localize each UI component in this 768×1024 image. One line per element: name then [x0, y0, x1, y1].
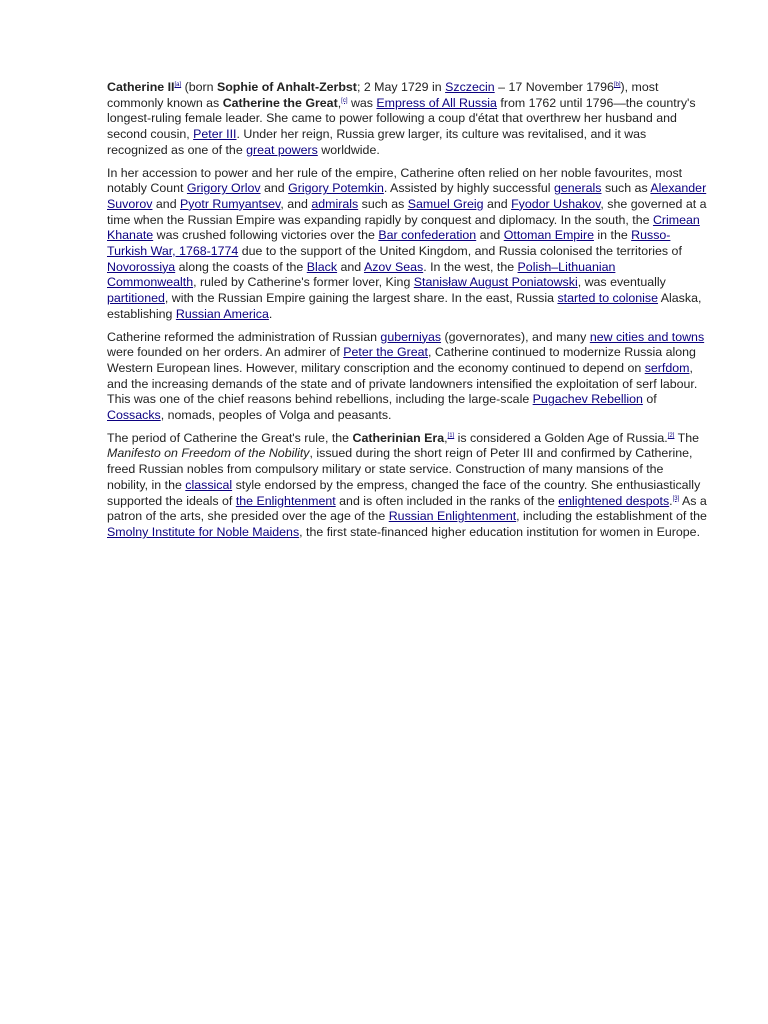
link-fyodor-ushakov[interactable]: Fyodor Ushakov: [511, 196, 601, 211]
text-run: , ruled by Catherine's former lover, King: [193, 275, 414, 290]
text-run: and: [152, 196, 181, 211]
text-run: , Catherine continued to modernize Russia along Western European lines. However, military conscription and the economy continued to depend on: [107, 345, 696, 375]
text-run: was: [347, 95, 377, 110]
link-cossacks[interactable]: Cossacks: [107, 408, 161, 423]
text-run: (governorates), and many: [441, 329, 590, 344]
text-run: , nomads, peoples of Volga and peasants.: [160, 408, 392, 423]
text-run: style endorsed by the empress, changed the face of the country. She enthusiastically supported the ideals of: [107, 477, 701, 508]
paragraph-4: [107, 431, 707, 541]
link-polish-lithuanian-commonwealth[interactable]: Polish–Lithuanian Commonwealth: [107, 259, 616, 290]
text-run: , was eventually: [577, 275, 666, 290]
text-run: , and: [280, 196, 312, 211]
link-bar-confederation[interactable]: Bar confederation: [378, 228, 477, 243]
text-run: Alaska, establishing: [107, 291, 702, 321]
link-the-enlightenment[interactable]: the Enlightenment: [235, 493, 336, 508]
text-run: .: [669, 493, 673, 508]
text-run: , and the increasing demands of the state and of private landowners intensified the exploitation of serf labour. This was one of the chief reasons behind rebellions, including the large-scale: [107, 360, 698, 407]
text-run: due to the support of the United Kingdom, and Russia colonised the territories of: [238, 244, 682, 259]
footnote-ref[interactable]: [614, 82, 621, 88]
text-run: was crushed following victories over the: [153, 228, 379, 243]
footnote-link[interactable]: [c]: [341, 97, 348, 104]
link-crimean-khanate[interactable]: Crimean Khanate: [107, 212, 700, 243]
text-run: , issued during the short reign of Peter III and confirmed by Catherine, freed Russian nobles from compulsory military or state service. Construction of many mansions of the nobility, in the: [107, 446, 693, 492]
footnote-link[interactable]: [3]: [672, 495, 680, 502]
text-run: The period of Catherine the Great's rule, the: [107, 430, 353, 445]
link-grigory-potemkin[interactable]: Grigory Potemkin: [288, 181, 384, 196]
text-run: ; 2 May 1729 in: [356, 80, 446, 94]
text-run: As a patron of the arts, she presided over the age of the: [107, 493, 707, 524]
text-run: (born: [181, 80, 217, 94]
footnote-link[interactable]: [b]: [613, 82, 621, 88]
link-new-cities-and-towns[interactable]: new cities and towns: [589, 329, 705, 344]
footnote-link[interactable]: [1]: [447, 432, 455, 439]
text-run: of: [642, 392, 657, 407]
link-alexander-suvorov[interactable]: Alexander Suvorov: [107, 181, 707, 211]
text-run: and: [337, 259, 364, 274]
bold-term: Catherinian Era: [352, 430, 445, 445]
link-russian-america[interactable]: Russian America: [175, 306, 269, 321]
link-russian-enlightenment[interactable]: Russian Enlightenment: [388, 509, 517, 524]
text-run: – 17 November 1796: [494, 80, 614, 94]
text-run: in the: [593, 228, 632, 243]
link-stanis-aw-august-poniatowski[interactable]: Stanisław August Poniatowski: [413, 275, 578, 290]
link-great-powers[interactable]: great powers: [246, 142, 318, 157]
text-run: , the first state-financed higher education institution for women in Europe.: [299, 524, 701, 539]
text-run: and: [483, 196, 512, 211]
text-run: ,: [444, 430, 448, 445]
link-russo-turkish-war-1768-1774[interactable]: Russo-Turkish War, 1768-1774: [107, 228, 671, 259]
link-samuel-greig[interactable]: Samuel Greig: [407, 196, 484, 211]
link-grigory-orlov[interactable]: Grigory Orlov: [186, 181, 261, 196]
link-serfdom[interactable]: serfdom: [644, 360, 690, 375]
link-enlightened-despots[interactable]: enlightened despots: [558, 493, 670, 508]
link-smolny-institute-for-noble-maidens[interactable]: Smolny Institute for Noble Maidens: [107, 524, 300, 539]
text-run: In her accession to power and her rule of the empire, Catherine often relied on her noble favourites, most notably Count: [107, 165, 683, 196]
paragraph-1: [107, 80, 707, 159]
link-novorossiya[interactable]: Novorossiya: [107, 259, 176, 274]
text-run: . Under her reign, Russia grew larger, its culture was revitalised, and it was recognized as one of the: [107, 127, 647, 157]
link-generals[interactable]: generals: [553, 181, 602, 196]
link-started-to-colonise[interactable]: started to colonise: [557, 291, 659, 306]
text-run: from 1762 until 1796—the country's longest-ruling female leader. She came to power following a coup d'état that overthrew her husband and second cousin,: [107, 95, 696, 142]
link-guberniyas[interactable]: guberniyas: [380, 329, 442, 344]
bold-term: Catherine the Great: [222, 95, 338, 110]
link-ottoman-empire[interactable]: Ottoman Empire: [503, 228, 594, 243]
text-run: is considered a Golden Age of Russia.: [454, 430, 668, 445]
text-run: . Assisted by highly successful: [383, 181, 554, 196]
footnote-link[interactable]: [2]: [667, 432, 675, 439]
text-run: The: [674, 430, 699, 445]
link-pugachev-rebellion[interactable]: Pugachev Rebellion: [532, 392, 643, 407]
link-szczecin[interactable]: Szczecin: [445, 80, 495, 94]
text-run: , including the establishment of the: [516, 509, 707, 524]
article-body: [107, 80, 707, 548]
text-run: Catherine reformed the administration of Russian: [107, 329, 381, 344]
link-peter-iii[interactable]: Peter III: [193, 127, 237, 142]
text-run: and: [260, 181, 289, 196]
link-admirals[interactable]: admirals: [311, 196, 359, 211]
link-black[interactable]: Black: [306, 259, 338, 274]
link-azov-seas[interactable]: Azov Seas: [363, 259, 424, 274]
text-run: and is often included in the ranks of the: [335, 493, 559, 508]
text-run: and: [476, 228, 504, 243]
link-pyotr-rumyantsev[interactable]: Pyotr Rumyantsev: [180, 196, 281, 211]
bold-term: Catherine II: [107, 80, 175, 94]
paragraph-3: [107, 330, 707, 424]
text-run: such as: [601, 181, 651, 196]
link-partitioned[interactable]: partitioned: [107, 291, 165, 306]
text-run: .: [268, 306, 273, 321]
text-run: ,: [337, 95, 342, 110]
link-classical[interactable]: classical: [185, 477, 233, 492]
text-run: , with the Russian Empire gaining the largest share. In the east, Russia: [164, 291, 558, 306]
text-run: . In the west, the: [423, 259, 518, 274]
text-run: ), most commonly known as: [107, 80, 659, 110]
link-peter-the-great[interactable]: Peter the Great: [343, 345, 428, 360]
paragraph-2: [107, 166, 707, 323]
text-run: worldwide.: [317, 142, 380, 157]
footnote-link[interactable]: [a]: [174, 82, 182, 88]
text-run: were founded on her orders. An admirer of: [107, 345, 344, 360]
text-run: , she governed at a time when the Russian Empire was expanding rapidly by conquest and diplomacy. In the south, the: [107, 196, 707, 227]
text-run: such as: [358, 196, 408, 211]
italic-title: Manifesto on Freedom of the Nobility: [107, 446, 310, 461]
text-run: along the coasts of the: [175, 259, 307, 274]
bold-term: Sophie of Anhalt-Zerbst: [216, 80, 357, 94]
link-empress-of-all-russia[interactable]: Empress of All Russia: [376, 95, 497, 110]
